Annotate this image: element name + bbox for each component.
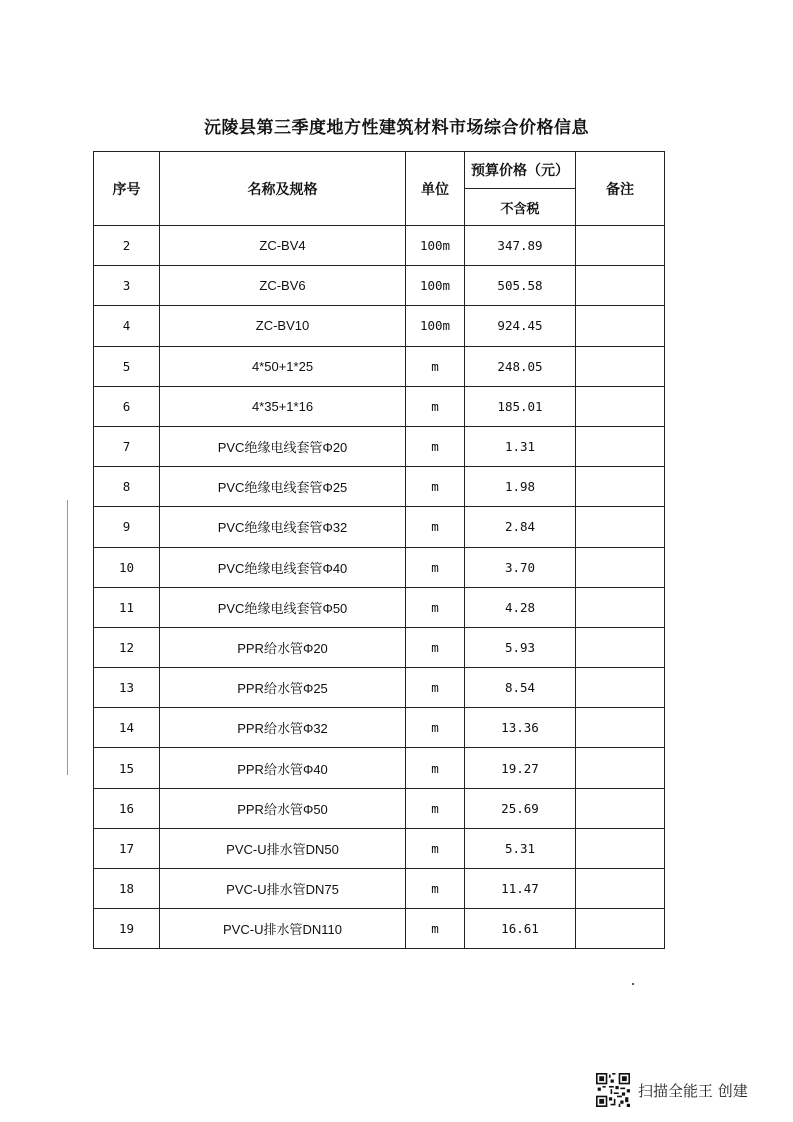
cell-unit: m bbox=[406, 828, 465, 868]
table-row bbox=[94, 266, 665, 306]
table-row bbox=[94, 909, 665, 949]
cell-unit: m bbox=[406, 547, 465, 587]
cell-remark bbox=[576, 869, 665, 909]
scanner-watermark bbox=[596, 1072, 748, 1108]
cell-seq: 18 bbox=[94, 869, 160, 909]
header-unit: 单位 bbox=[406, 152, 465, 226]
cell-remark bbox=[576, 748, 665, 788]
cell-name: PVC-U排水管DN75 bbox=[160, 869, 406, 909]
cell-remark bbox=[576, 828, 665, 868]
qr-code-icon bbox=[596, 1073, 630, 1107]
watermark-text: 扫描全能王 创建 bbox=[638, 1081, 748, 1100]
cell-remark bbox=[576, 306, 665, 346]
cell-unit: m bbox=[406, 507, 465, 547]
cell-remark bbox=[576, 507, 665, 547]
table-row bbox=[94, 306, 665, 346]
cell-unit: 100m bbox=[406, 226, 465, 266]
cell-remark bbox=[576, 266, 665, 306]
cell-remark bbox=[576, 909, 665, 949]
cell-unit: m bbox=[406, 467, 465, 507]
page-title: 沅陵县第三季度地方性建筑材料市场综合价格信息 bbox=[204, 118, 589, 138]
cell-price: 924.45 bbox=[465, 306, 576, 346]
table-row bbox=[94, 708, 665, 748]
cell-price: 3.70 bbox=[465, 547, 576, 587]
cell-remark bbox=[576, 668, 665, 708]
cell-price: 1.98 bbox=[465, 467, 576, 507]
cell-seq: 12 bbox=[94, 627, 160, 667]
header-remark: 备注 bbox=[576, 152, 665, 226]
cell-remark bbox=[576, 346, 665, 386]
cell-price: 8.54 bbox=[465, 668, 576, 708]
cell-remark bbox=[576, 587, 665, 627]
cell-unit: 100m bbox=[406, 306, 465, 346]
cell-remark bbox=[576, 708, 665, 748]
table-row bbox=[94, 547, 665, 587]
table-row bbox=[94, 627, 665, 667]
cell-remark bbox=[576, 467, 665, 507]
cell-name: 4*35+1*16 bbox=[160, 386, 406, 426]
cell-price: 505.58 bbox=[465, 266, 576, 306]
cell-remark bbox=[576, 386, 665, 426]
cell-remark bbox=[576, 627, 665, 667]
table-row bbox=[94, 788, 665, 828]
table-row bbox=[94, 226, 665, 266]
cell-remark bbox=[576, 226, 665, 266]
cell-price: 5.31 bbox=[465, 828, 576, 868]
cell-name: PVC绝缘电线套管Φ50 bbox=[160, 587, 406, 627]
cell-price: 5.93 bbox=[465, 627, 576, 667]
cell-name: PPR给水管Φ40 bbox=[160, 748, 406, 788]
cell-seq: 16 bbox=[94, 788, 160, 828]
cell-name: PVC绝缘电线套管Φ25 bbox=[160, 467, 406, 507]
table-row bbox=[94, 587, 665, 627]
scan-margin-line bbox=[67, 500, 68, 775]
table-row bbox=[94, 828, 665, 868]
table-row bbox=[94, 467, 665, 507]
cell-remark bbox=[576, 788, 665, 828]
cell-price: 2.84 bbox=[465, 507, 576, 547]
cell-seq: 11 bbox=[94, 587, 160, 627]
cell-unit: m bbox=[406, 587, 465, 627]
table-row bbox=[94, 748, 665, 788]
cell-name: ZC-BV6 bbox=[160, 266, 406, 306]
cell-name: PVC-U排水管DN110 bbox=[160, 909, 406, 949]
cell-price: 248.05 bbox=[465, 346, 576, 386]
cell-unit: m bbox=[406, 909, 465, 949]
cell-name: PVC绝缘电线套管Φ20 bbox=[160, 426, 406, 466]
cell-price: 347.89 bbox=[465, 226, 576, 266]
cell-name: 4*50+1*25 bbox=[160, 346, 406, 386]
header-price-sub: 不含税 bbox=[465, 189, 576, 226]
cell-seq: 19 bbox=[94, 909, 160, 949]
cell-seq: 4 bbox=[94, 306, 160, 346]
cell-unit: m bbox=[406, 627, 465, 667]
cell-unit: m bbox=[406, 708, 465, 748]
cell-seq: 5 bbox=[94, 346, 160, 386]
cell-price: 11.47 bbox=[465, 869, 576, 909]
cell-name: PPR给水管Φ25 bbox=[160, 668, 406, 708]
table-row bbox=[94, 869, 665, 909]
cell-unit: m bbox=[406, 869, 465, 909]
cell-unit: 100m bbox=[406, 266, 465, 306]
cell-seq: 8 bbox=[94, 467, 160, 507]
cell-seq: 17 bbox=[94, 828, 160, 868]
cell-seq: 13 bbox=[94, 668, 160, 708]
cell-seq: 3 bbox=[94, 266, 160, 306]
cell-name: PVC绝缘电线套管Φ40 bbox=[160, 547, 406, 587]
table-row bbox=[94, 386, 665, 426]
cell-name: ZC-BV10 bbox=[160, 306, 406, 346]
cell-seq: 15 bbox=[94, 748, 160, 788]
cell-remark bbox=[576, 426, 665, 466]
cell-unit: m bbox=[406, 668, 465, 708]
header-name: 名称及规格 bbox=[160, 152, 406, 226]
cell-price: 185.01 bbox=[465, 386, 576, 426]
cell-remark bbox=[576, 547, 665, 587]
table-row bbox=[94, 346, 665, 386]
cell-seq: 6 bbox=[94, 386, 160, 426]
cell-name: PVC绝缘电线套管Φ32 bbox=[160, 507, 406, 547]
table-row bbox=[94, 426, 665, 466]
scan-speck bbox=[632, 983, 634, 985]
table-row bbox=[94, 507, 665, 547]
cell-name: PPR给水管Φ20 bbox=[160, 627, 406, 667]
cell-seq: 10 bbox=[94, 547, 160, 587]
cell-unit: m bbox=[406, 426, 465, 466]
cell-name: PPR给水管Φ50 bbox=[160, 788, 406, 828]
cell-unit: m bbox=[406, 346, 465, 386]
cell-price: 19.27 bbox=[465, 748, 576, 788]
header-seq: 序号 bbox=[94, 152, 160, 226]
cell-price: 16.61 bbox=[465, 909, 576, 949]
header-price: 预算价格（元） bbox=[465, 152, 576, 189]
cell-name: PVC-U排水管DN50 bbox=[160, 828, 406, 868]
cell-unit: m bbox=[406, 788, 465, 828]
cell-price: 13.36 bbox=[465, 708, 576, 748]
cell-price: 1.31 bbox=[465, 426, 576, 466]
cell-unit: m bbox=[406, 386, 465, 426]
table-row bbox=[94, 668, 665, 708]
cell-seq: 9 bbox=[94, 507, 160, 547]
cell-price: 4.28 bbox=[465, 587, 576, 627]
cell-name: ZC-BV4 bbox=[160, 226, 406, 266]
cell-price: 25.69 bbox=[465, 788, 576, 828]
price-table bbox=[93, 151, 665, 949]
cell-seq: 14 bbox=[94, 708, 160, 748]
cell-name: PPR给水管Φ32 bbox=[160, 708, 406, 748]
cell-unit: m bbox=[406, 748, 465, 788]
cell-seq: 2 bbox=[94, 226, 160, 266]
cell-seq: 7 bbox=[94, 426, 160, 466]
